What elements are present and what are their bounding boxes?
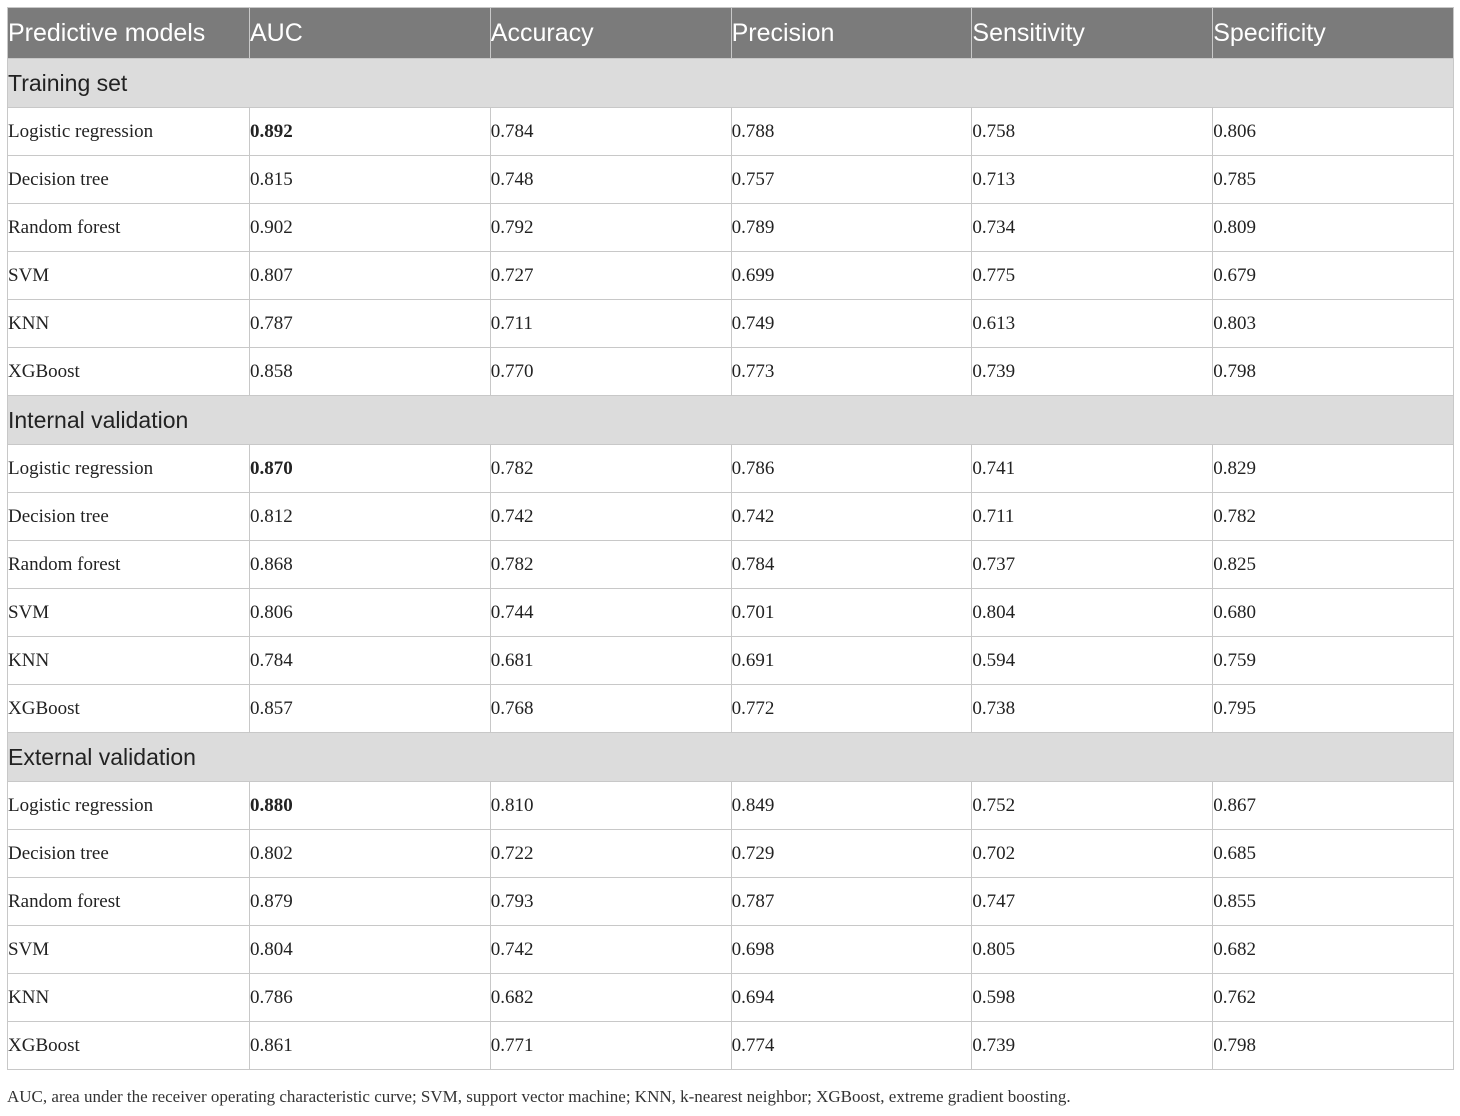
precision-cell: 0.701	[731, 589, 972, 637]
table-row	[8, 300, 1454, 348]
specificity-cell: 0.679	[1213, 252, 1454, 300]
model-name-cell: SVM	[8, 926, 250, 974]
table-row	[8, 252, 1454, 300]
table-row	[8, 782, 1454, 830]
sensitivity-cell: 0.739	[972, 1022, 1213, 1070]
auc-cell: 0.868	[250, 541, 491, 589]
specificity-cell: 0.867	[1213, 782, 1454, 830]
precision-cell: 0.772	[731, 685, 972, 733]
auc-cell: 0.870	[250, 445, 491, 493]
table-row	[8, 1022, 1454, 1070]
sensitivity-cell: 0.804	[972, 589, 1213, 637]
precision-cell: 0.699	[731, 252, 972, 300]
model-name-cell: SVM	[8, 589, 250, 637]
column-header-sensitivity: Sensitivity	[972, 8, 1213, 59]
precision-cell: 0.757	[731, 156, 972, 204]
auc-cell: 0.786	[250, 974, 491, 1022]
sensitivity-cell: 0.775	[972, 252, 1213, 300]
accuracy-cell: 0.784	[490, 108, 731, 156]
table-row	[8, 685, 1454, 733]
specificity-cell: 0.782	[1213, 493, 1454, 541]
specificity-cell: 0.809	[1213, 204, 1454, 252]
sensitivity-cell: 0.713	[972, 156, 1213, 204]
model-name-cell: Random forest	[8, 878, 250, 926]
section-header-row	[8, 396, 1454, 445]
specificity-cell: 0.803	[1213, 300, 1454, 348]
column-header-precision: Precision	[731, 8, 972, 59]
model-name-cell: Random forest	[8, 541, 250, 589]
precision-cell: 0.691	[731, 637, 972, 685]
model-name-cell: XGBoost	[8, 348, 250, 396]
accuracy-cell: 0.782	[490, 541, 731, 589]
precision-cell: 0.774	[731, 1022, 972, 1070]
accuracy-cell: 0.810	[490, 782, 731, 830]
sensitivity-cell: 0.702	[972, 830, 1213, 878]
accuracy-cell: 0.793	[490, 878, 731, 926]
model-name-cell: XGBoost	[8, 685, 250, 733]
accuracy-cell: 0.681	[490, 637, 731, 685]
sensitivity-cell: 0.741	[972, 445, 1213, 493]
specificity-cell: 0.762	[1213, 974, 1454, 1022]
auc-cell: 0.807	[250, 252, 491, 300]
specificity-cell: 0.685	[1213, 830, 1454, 878]
auc-cell: 0.861	[250, 1022, 491, 1070]
table-row	[8, 541, 1454, 589]
model-name-cell: XGBoost	[8, 1022, 250, 1070]
auc-cell: 0.787	[250, 300, 491, 348]
model-name-cell: KNN	[8, 637, 250, 685]
auc-cell: 0.892	[250, 108, 491, 156]
model-name-cell: KNN	[8, 974, 250, 1022]
table-footnote: AUC, area under the receiver operating characteristic curve; SVM, support vector machine; KNN, k-nearest neighbor; XGBoost, extreme gradient boosting.	[7, 1087, 1071, 1106]
precision-cell: 0.788	[731, 108, 972, 156]
accuracy-cell: 0.682	[490, 974, 731, 1022]
table-row	[8, 156, 1454, 204]
accuracy-cell: 0.768	[490, 685, 731, 733]
results-table	[7, 7, 1454, 1070]
specificity-cell: 0.680	[1213, 589, 1454, 637]
table-row	[8, 445, 1454, 493]
column-header-accuracy: Accuracy	[490, 8, 731, 59]
sensitivity-cell: 0.738	[972, 685, 1213, 733]
table-row	[8, 108, 1454, 156]
auc-cell: 0.902	[250, 204, 491, 252]
accuracy-cell: 0.792	[490, 204, 731, 252]
precision-cell: 0.694	[731, 974, 972, 1022]
auc-cell: 0.880	[250, 782, 491, 830]
sensitivity-cell: 0.805	[972, 926, 1213, 974]
sensitivity-cell: 0.734	[972, 204, 1213, 252]
column-header-model: Predictive models	[8, 8, 250, 59]
section-header-row	[8, 733, 1454, 782]
sensitivity-cell: 0.598	[972, 974, 1213, 1022]
section-title: Training set	[8, 59, 1454, 108]
precision-cell: 0.773	[731, 348, 972, 396]
section-title: External validation	[8, 733, 1454, 782]
accuracy-cell: 0.742	[490, 493, 731, 541]
accuracy-cell: 0.722	[490, 830, 731, 878]
specificity-cell: 0.682	[1213, 926, 1454, 974]
sensitivity-cell: 0.613	[972, 300, 1213, 348]
precision-cell: 0.729	[731, 830, 972, 878]
precision-cell: 0.787	[731, 878, 972, 926]
precision-cell: 0.698	[731, 926, 972, 974]
accuracy-cell: 0.771	[490, 1022, 731, 1070]
precision-cell: 0.742	[731, 493, 972, 541]
sensitivity-cell: 0.752	[972, 782, 1213, 830]
auc-cell: 0.857	[250, 685, 491, 733]
specificity-cell: 0.829	[1213, 445, 1454, 493]
column-header-auc: AUC	[250, 8, 491, 59]
specificity-cell: 0.798	[1213, 348, 1454, 396]
section-title: Internal validation	[8, 396, 1454, 445]
table-row	[8, 878, 1454, 926]
table-row	[8, 493, 1454, 541]
model-name-cell: Logistic regression	[8, 445, 250, 493]
table-header-row	[8, 8, 1454, 59]
model-name-cell: KNN	[8, 300, 250, 348]
accuracy-cell: 0.744	[490, 589, 731, 637]
sensitivity-cell: 0.758	[972, 108, 1213, 156]
auc-cell: 0.815	[250, 156, 491, 204]
table-row	[8, 974, 1454, 1022]
table-row	[8, 926, 1454, 974]
precision-cell: 0.784	[731, 541, 972, 589]
accuracy-cell: 0.782	[490, 445, 731, 493]
accuracy-cell: 0.770	[490, 348, 731, 396]
sensitivity-cell: 0.739	[972, 348, 1213, 396]
accuracy-cell: 0.727	[490, 252, 731, 300]
model-name-cell: Decision tree	[8, 493, 250, 541]
auc-cell: 0.879	[250, 878, 491, 926]
precision-cell: 0.749	[731, 300, 972, 348]
specificity-cell: 0.795	[1213, 685, 1454, 733]
model-name-cell: Decision tree	[8, 830, 250, 878]
specificity-cell: 0.855	[1213, 878, 1454, 926]
auc-cell: 0.812	[250, 493, 491, 541]
table-row	[8, 830, 1454, 878]
specificity-cell: 0.785	[1213, 156, 1454, 204]
table-row	[8, 589, 1454, 637]
accuracy-cell: 0.742	[490, 926, 731, 974]
model-name-cell: Decision tree	[8, 156, 250, 204]
sensitivity-cell: 0.737	[972, 541, 1213, 589]
precision-cell: 0.786	[731, 445, 972, 493]
table-body	[8, 59, 1454, 1070]
auc-cell: 0.806	[250, 589, 491, 637]
precision-cell: 0.849	[731, 782, 972, 830]
model-name-cell: SVM	[8, 252, 250, 300]
auc-cell: 0.802	[250, 830, 491, 878]
model-name-cell: Logistic regression	[8, 782, 250, 830]
table-row	[8, 204, 1454, 252]
sensitivity-cell: 0.711	[972, 493, 1213, 541]
auc-cell: 0.858	[250, 348, 491, 396]
model-name-cell: Logistic regression	[8, 108, 250, 156]
specificity-cell: 0.825	[1213, 541, 1454, 589]
table-row	[8, 348, 1454, 396]
column-header-specificity: Specificity	[1213, 8, 1454, 59]
auc-cell: 0.784	[250, 637, 491, 685]
specificity-cell: 0.806	[1213, 108, 1454, 156]
section-header-row	[8, 59, 1454, 108]
accuracy-cell: 0.711	[490, 300, 731, 348]
specificity-cell: 0.798	[1213, 1022, 1454, 1070]
sensitivity-cell: 0.594	[972, 637, 1213, 685]
auc-cell: 0.804	[250, 926, 491, 974]
accuracy-cell: 0.748	[490, 156, 731, 204]
table-row	[8, 637, 1454, 685]
precision-cell: 0.789	[731, 204, 972, 252]
specificity-cell: 0.759	[1213, 637, 1454, 685]
model-name-cell: Random forest	[8, 204, 250, 252]
sensitivity-cell: 0.747	[972, 878, 1213, 926]
